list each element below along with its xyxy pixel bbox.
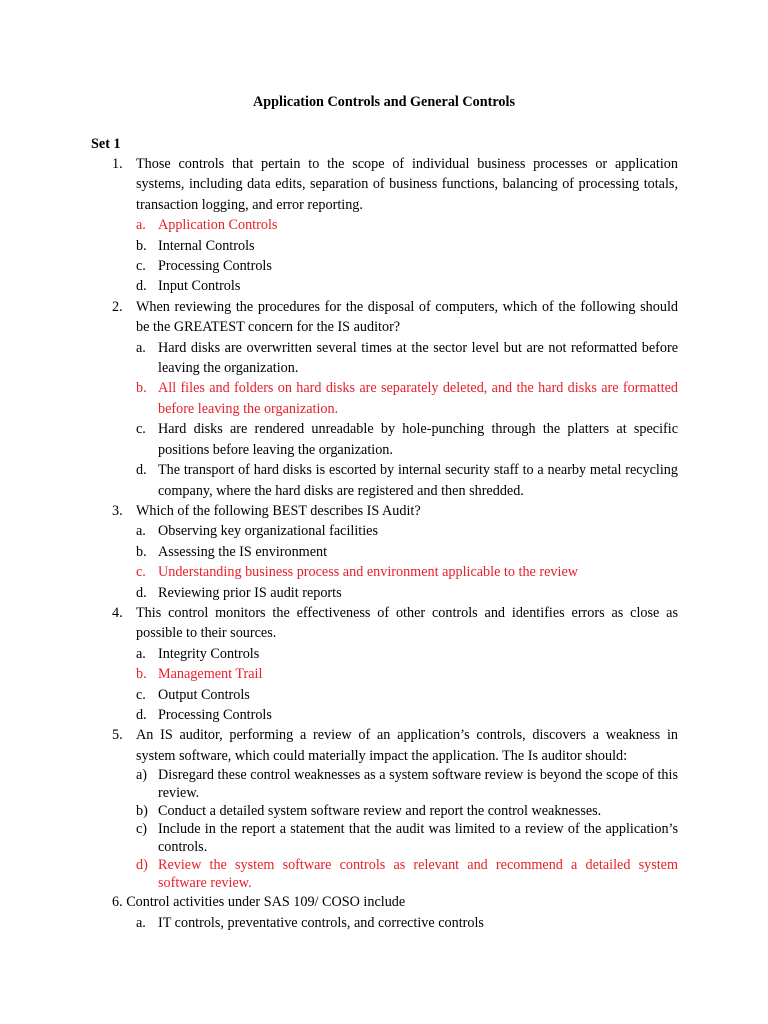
answer-option-correct: b. All files and folders on hard disks are separately deleted, and the hard disks are formatted before leaving the organization. [136,380,678,417]
question-number: 6. [112,894,123,911]
question-text: 3. Which of the following BEST describes IS Audit? [112,501,678,521]
question [112,501,678,603]
answer-option: b. Internal Controls [136,237,255,254]
answer-option: a. Observing key organizational facilities [136,523,378,540]
answer-option: a. IT controls, preventative controls, and corrective controls [136,914,484,931]
answer-option: a) Disregard these control weaknesses as a system software review is beyond the scope of this review. [136,767,678,802]
set-heading: Set 1 [91,136,121,152]
question [112,603,678,725]
answer-option-correct: d) Review the system software controls as relevant and recommend a detailed system software review. [136,857,678,892]
answer-option: a. Hard disks are overwritten several times at the sector level but are not reformatted before leaving the organization. [136,339,678,377]
answer-option: d. Reviewing prior IS audit reports [136,584,342,601]
question [112,725,678,892]
answer-option-correct: c. Understanding business process and environment applicable to the review [136,564,578,581]
question-text: 5. An IS auditor, performing a review of an application’s controls, discovers a weakness in system software, which could materially impact the application. The Is auditor should: [112,727,678,764]
answer-option: a. Integrity Controls [136,645,260,662]
answer-option-correct: a. Application Controls [136,217,278,234]
question-text: 4. This control monitors the effectiveness of other controls and identifies errors as close as possible to their sources. [112,604,678,642]
question-number: 2. [112,298,123,315]
question-number: 3. [112,502,123,519]
answer-option: c. Output Controls [136,686,250,703]
answer-option: d. The transport of hard disks is escorted by internal security staff to a nearby metal recycling company, where the hard disks are registered and then shredded. [136,462,678,499]
question [112,892,678,933]
question-list [112,154,678,933]
answer-option: c) Include in the report a statement that the audit was limited to a review of the application’s controls. [136,821,678,856]
question-text: 6. Control activities under SAS 109/ COSO include [112,894,406,911]
question [112,297,678,501]
question-number: 1. [112,156,123,172]
question-number: 4. [112,604,123,621]
answer-option: d. Input Controls [136,278,241,295]
answer-option: b) Conduct a detailed system software review and report the control weaknesses. [136,803,602,820]
question [112,154,678,297]
answer-option-correct: b. Management Trail [136,666,263,683]
answer-option: d. Processing Controls [136,706,272,723]
question-number: 5. [112,727,123,744]
answer-option: c. Hard disks are rendered unreadable by hole-punching through the platters at specific positions before leaving the organization. [136,421,678,458]
document-title: Application Controls and General Controls [253,94,515,110]
answer-option: b. Assessing the IS environment [136,543,328,560]
question-text: 1. Those controls that pertain to the scope of individual business processes or application systems, including data edits, separation of business functions, balancing of processing totals, transaction logging, and error reporting. [112,156,678,213]
question-text: 2. When reviewing the procedures for the disposal of computers, which of the following should be the GREATEST concern for the IS auditor? [112,298,678,336]
answer-option: c. Processing Controls [136,258,272,275]
